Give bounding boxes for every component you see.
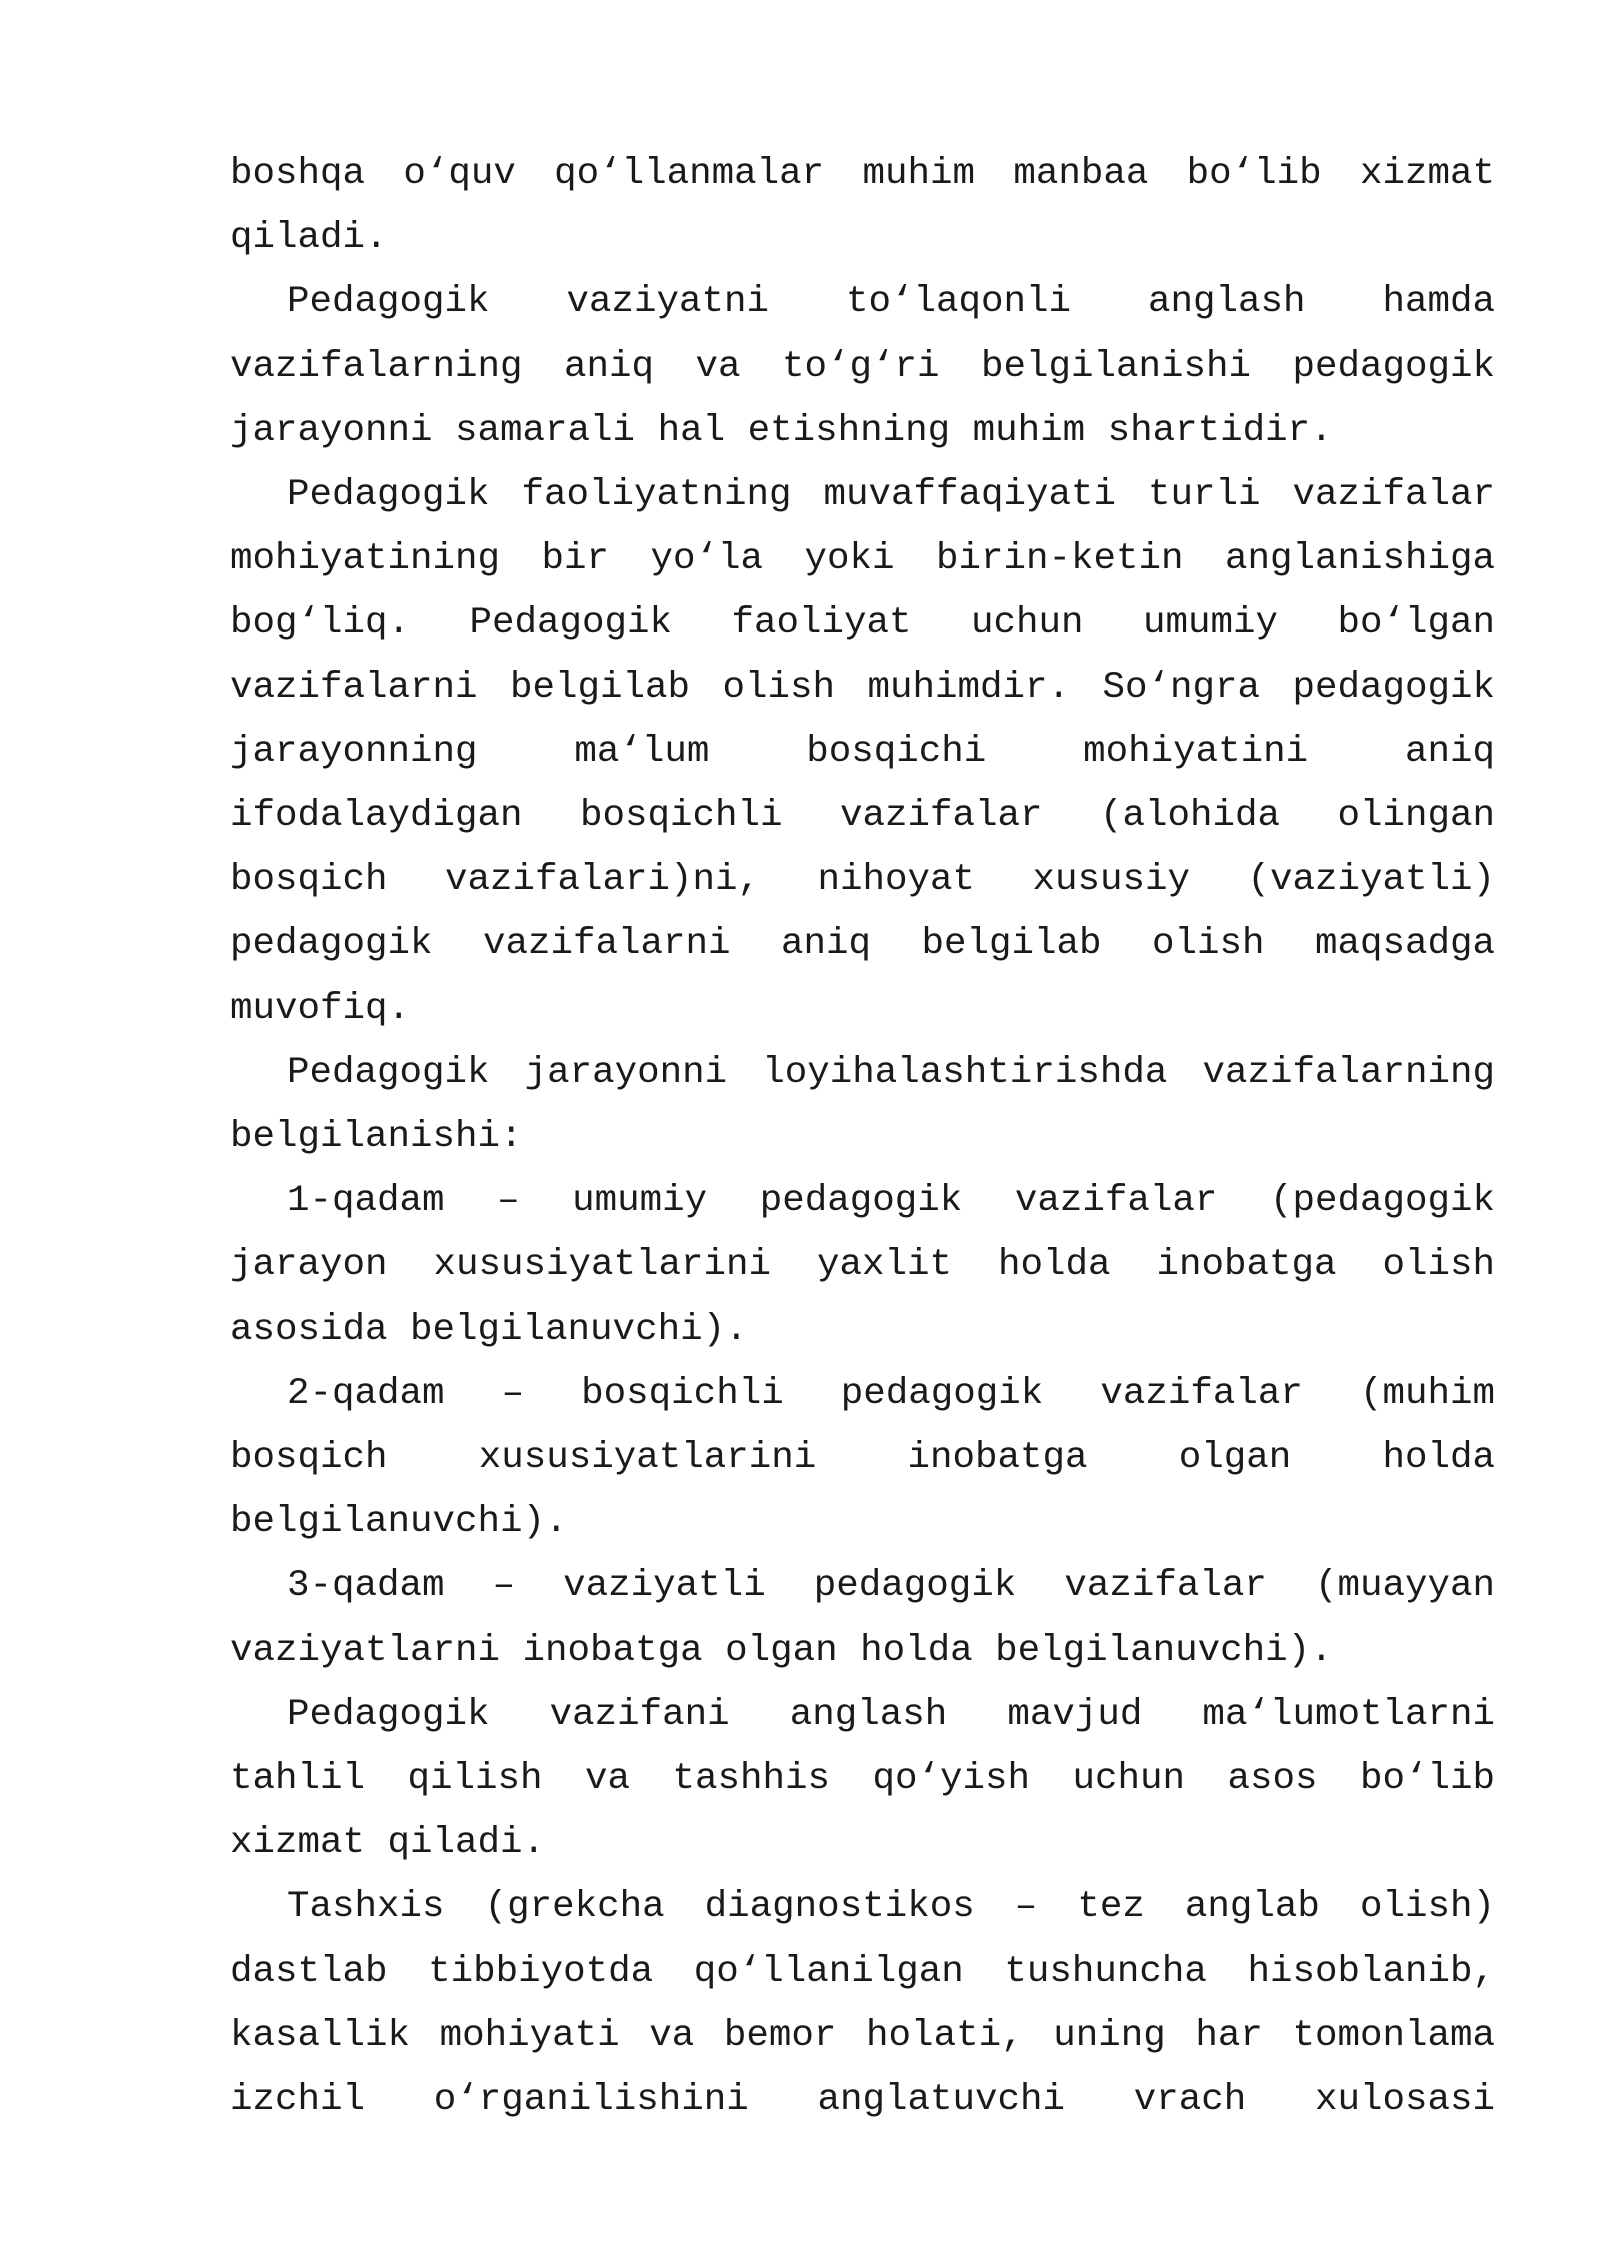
paragraph-pedagogical-activity: Pedagogik faoliyatning muvaffaqiyati turli vazifalar mohiyatining bir yo‘la yoki birin-ketin anglanishiga bog‘liq. Pedagogik faoliyat uchun umumiy bo‘lgan vazifalarni belgilab olish muhimdir. So‘ngra pedagogik jarayonning ma‘lum bosqichi mohiyatini aniq ifodalaydigan bosqichli vazifalar (alohida olingan bosqich vazifalari)ni, nihoyat xususiy (vaziyatli) pedagogik vazifalarni aniq belgilab olish maqsadga muvofiq.: [230, 474, 1495, 1030]
paragraph-step-2: 2-qadam – bosqichli pedagogik vazifalar (muhim bosqich xususiyatlarini inobatga olgan holda belgilanuvchi).: [230, 1372, 1495, 1544]
paragraph-process-design-heading: Pedagogik jarayonni loyihalashtirishda vazifalarning belgilanishi:: [230, 1051, 1495, 1159]
paragraph-step-3: 3-qadam – vaziyatli pedagogik vazifalar (muayyan vaziyatlarni inobatga olgan holda belgilanuvchi).: [230, 1565, 1495, 1672]
paragraph-diagnosis: Tashxis (grekcha diagnostikos – tez anglab olish) dastlab tibbiyotda qo‘llanilgan tushuncha hisoblanib, kasallik mohiyati va bemor holati, uning har tomonlama izchil o‘rganilishini anglatuvchi vrach xulosasi: [230, 1886, 1495, 2122]
paragraph-step-1: 1-qadam – umumiy pedagogik vazifalar (pedagogik jarayon xususiyatlarini yaxlit holda inobatga olish asosida belgilanuvchi).: [230, 1180, 1495, 1351]
document-page: [230, 142, 1495, 2132]
paragraph-pedagogical-situation: Pedagogik vaziyatni to‘laqonli anglash hamda vazifalarning aniq va to‘g‘ri belgilanishi pedagogik jarayonni samarali hal etishning muhim shartidir.: [230, 281, 1495, 452]
paragraph-continuation: boshqa o‘quv qo‘llanmalar muhim manbaa bo‘lib xizmat qiladi.: [230, 153, 1495, 260]
paragraph-task-understanding: Pedagogik vazifani anglash mavjud ma‘lumotlarni tahlil qilish va tashhis qo‘yish uchun asos bo‘lib xizmat qiladi.: [230, 1693, 1495, 1865]
